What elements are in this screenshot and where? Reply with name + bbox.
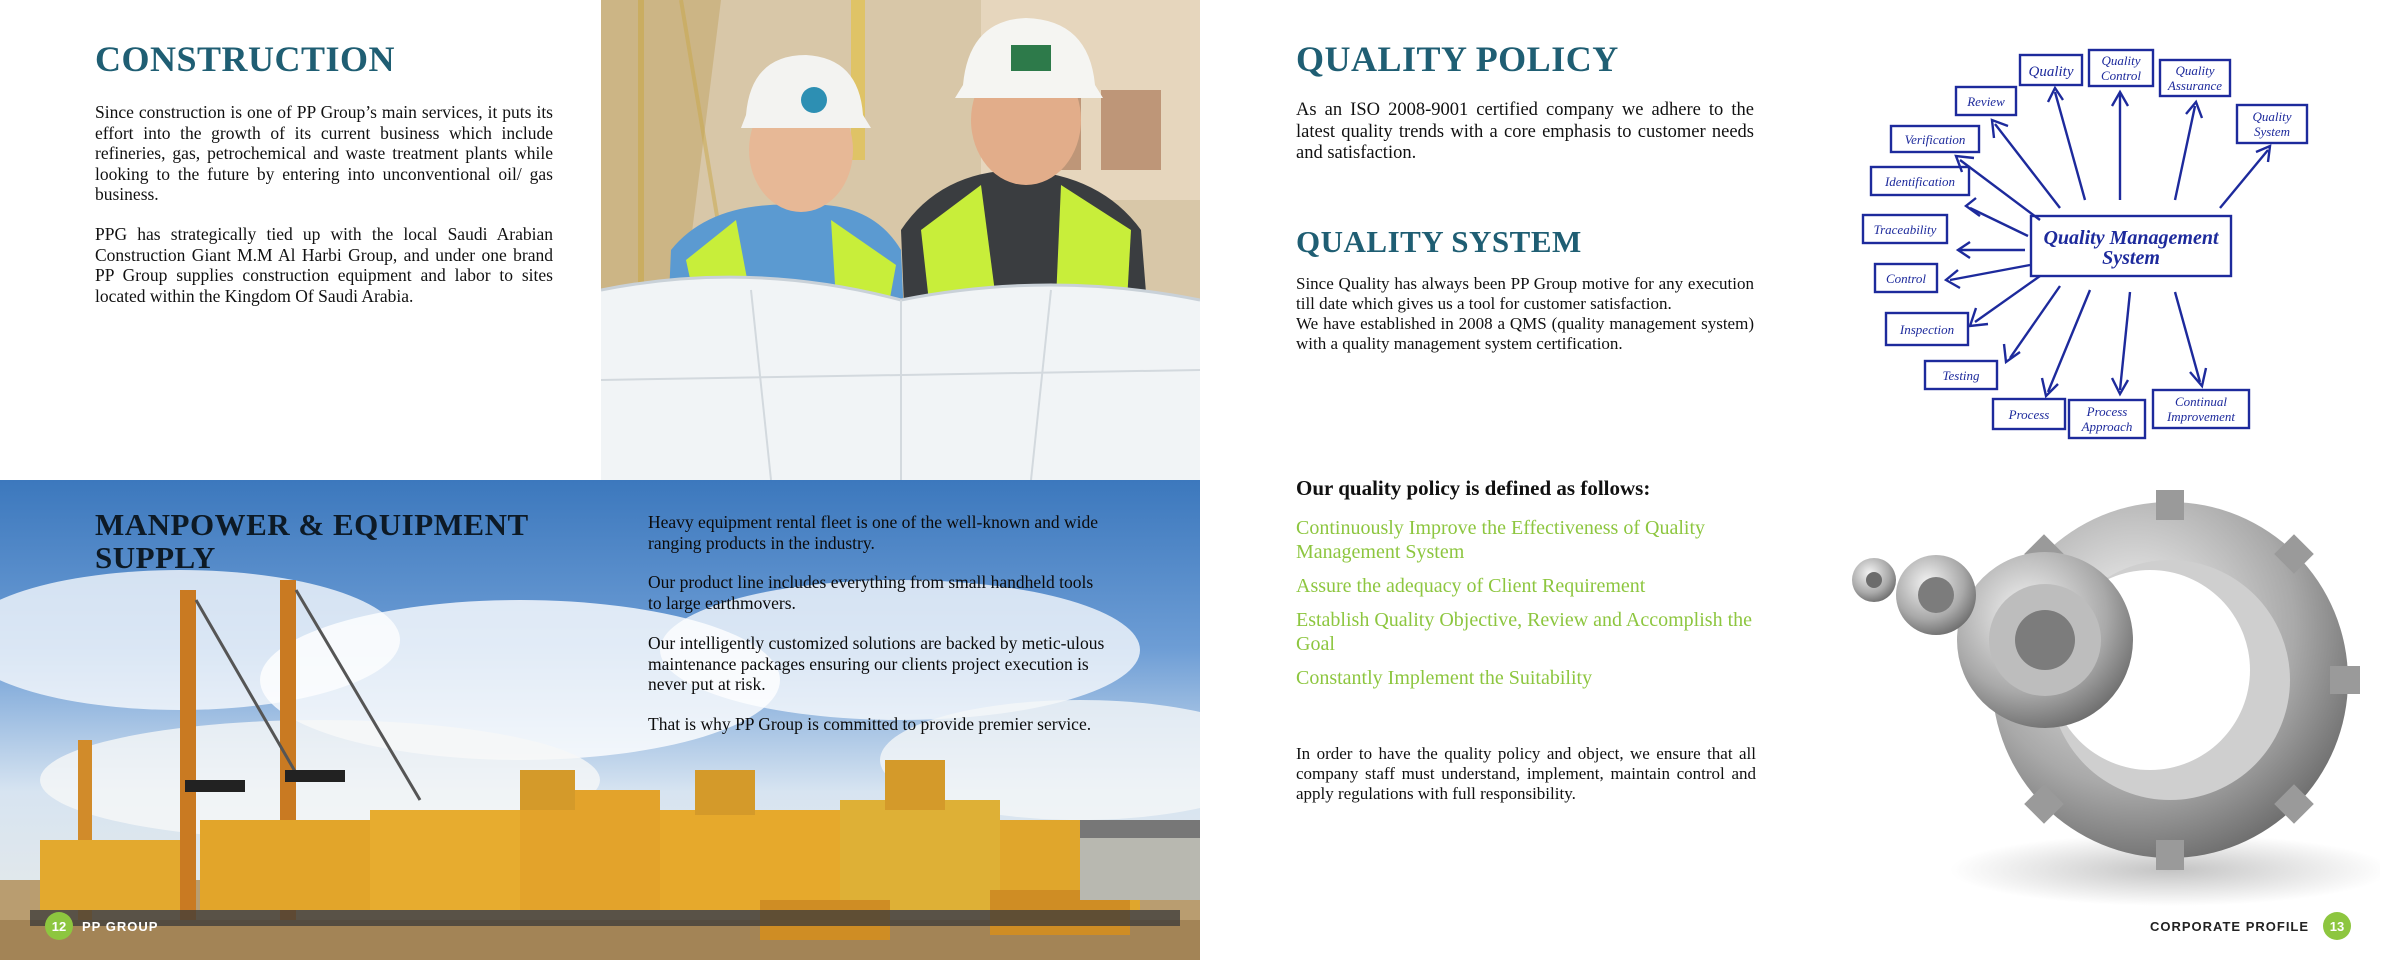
page-number-badge-right: 13: [2323, 912, 2351, 940]
quality-system-title: QUALITY SYSTEM: [1296, 224, 1582, 259]
engineers-illustration: [601, 0, 1200, 480]
quality-policy-title: QUALITY POLICY: [1296, 39, 1619, 79]
diagram-label-continual-1: Continual: [2174, 394, 2228, 409]
footer-label-right: CORPORATE PROFILE: [2150, 919, 2310, 934]
manpower-title: [95, 508, 615, 574]
diagram-label-process-approach-1: Process: [2086, 404, 2128, 419]
policy-defined-heading: Our quality policy is defined as follows:: [1296, 476, 1651, 500]
page-number-badge-left: 12: [45, 912, 73, 940]
manpower-paragraph-2: Our product line includes everything from small handheld tools to large earthmovers.: [648, 572, 1094, 613]
construction-paragraph-2: PPG has strategically tied up with the local Saudi Arabian Construction Giant M.M Al Harbi Group, and under one brand PP Group supplies construction equipment and labor to sites located within the Kingdom Of Saudi Arabia.: [95, 224, 553, 306]
diagram-center-line-2: System: [2102, 247, 2160, 269]
diagram-label-quality-control-2: Control: [2101, 68, 2141, 83]
diagram-label-quality-assurance-2: Assurance: [2167, 78, 2223, 93]
diagram-label-continual-2: Improvement: [2166, 409, 2236, 424]
engineers-photo: [601, 0, 1200, 480]
diagram-label-inspection: Inspection: [1899, 322, 1955, 337]
closing-text: In order to have the quality policy and object, we ensure that all company staff must understand, implement, maintain control and apply regulations with full responsibility.: [1296, 744, 1756, 803]
diagram-label-traceability: Traceability: [1873, 222, 1937, 237]
policy-item: Assure the adequacy of Client Requirement: [1296, 575, 1646, 597]
manpower-paragraph-4: That is why PP Group is committed to provide premier service.: [648, 714, 1092, 734]
policy-item: Constantly Implement the Suitability: [1296, 667, 1593, 689]
diagram-label-testing: Testing: [1942, 368, 1980, 383]
quality-system-text-2: We have established in 2008 a QMS (quality management system) with a quality management system certification.: [1296, 314, 1754, 353]
footer-label-left: PP GROUP: [82, 919, 159, 934]
construction-paragraph-1: Since construction is one of PP Group’s main services, it puts its effort into the growth of its current business which include refineries, gas, petrochemical and waste treatment plants while looking to the future by entering into unconventional oil/ gas business.: [95, 102, 553, 204]
quality-management-diagram: [1820, 40, 2380, 450]
diagram-label-quality-control-1: Quality: [2101, 53, 2141, 68]
diagram-label-quality-system-2: System: [2253, 124, 2291, 139]
medium-gear: [1957, 552, 2133, 728]
manpower-paragraph-3: Our intelligently customized solutions are backed by metic-ulous maintenance packages ensuring our clients project execution is never put at risk.: [648, 633, 1105, 694]
diagram-label-review: Review: [1967, 94, 2005, 109]
policy-list: [1296, 516, 1766, 700]
manpower-paragraph-1: Heavy equipment rental fleet is one of the well-known and wide ranging products in the industry.: [648, 512, 1098, 553]
diagram-label-process: Process: [2008, 407, 2050, 422]
small-gear: [1896, 555, 1976, 635]
diagram-label-process-approach-2: Approach: [2081, 419, 2133, 434]
gears-illustration: [1840, 470, 2380, 910]
diagram-label-verification: Verification: [1904, 132, 1966, 147]
diagram-label-quality-system-1: Quality: [2252, 109, 2292, 124]
diagram-center-line-1: Quality Management: [2043, 227, 2219, 249]
policy-item: Continuously Improve the Effectiveness of Quality Management System: [1296, 517, 1705, 563]
construction-title: CONSTRUCTION: [95, 39, 396, 79]
quality-policy-text: As an ISO 2008-9001 certified company we adhere to the latest quality trends with a core emphasis to customer needs and satisfaction.: [1296, 100, 1754, 163]
diagram-label-control: Control: [1886, 271, 1926, 286]
manpower-title-line-1: MANPOWER & EQUIPMENT: [95, 507, 529, 542]
diagram-label-quality: Quality: [2028, 64, 2074, 80]
quality-system-text: [1296, 274, 1754, 354]
quality-system-text-1: Since Quality has always been PP Group motive for any execution till date which gives us a tool for customer satisfaction.: [1296, 274, 1754, 313]
tiny-gear: [1852, 558, 1896, 602]
policy-item: Establish Quality Objective, Review and Accomplish the Goal: [1296, 609, 1753, 655]
manpower-title-line-2: SUPPLY: [95, 540, 216, 575]
diagram-label-identification: Identification: [1884, 174, 1956, 189]
right-page: [1200, 0, 2400, 960]
diagram-label-quality-assurance-1: Quality: [2175, 63, 2215, 78]
